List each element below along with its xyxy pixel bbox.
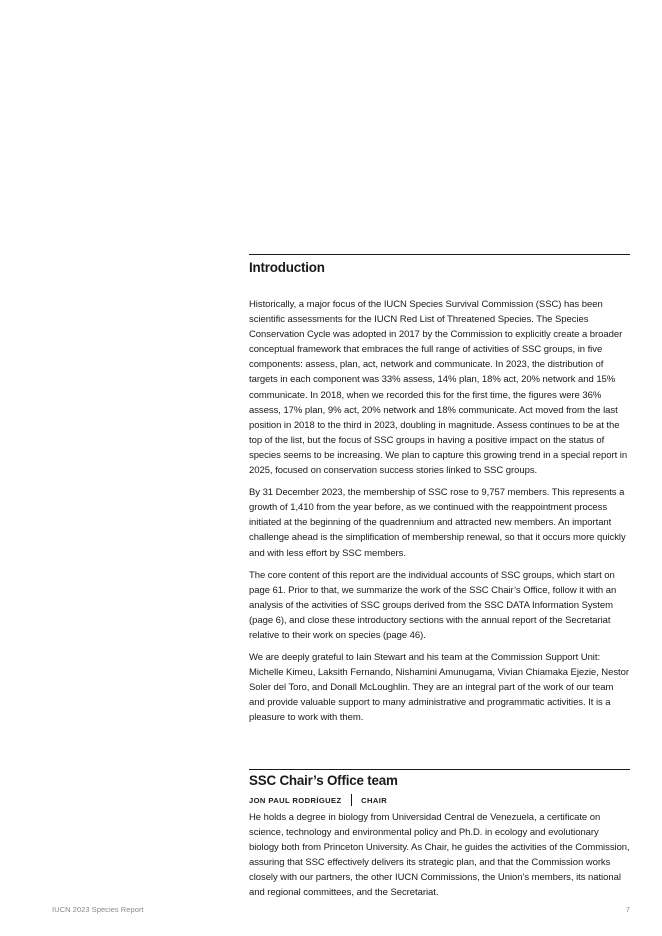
- person-name: JON PAUL RODRÍGUEZ: [249, 795, 342, 805]
- byline: [249, 793, 630, 807]
- chair-bio-paragraph: He holds a degree in biology from Universidad Central de Venezuela, a certificate on science, technology and environmental policy and Ph.D. in ecology and evolutionary biology both from Princeton University. As Chair, he guides the activities of the Commission, assuring that SSC effectively delivers its strategic plan, and that the Commission works closely with our partners, the other IUCN Commissions, the Union’s members, its national and regional committees, and the Secretariat.: [249, 812, 630, 899]
- chair-office-section: [249, 769, 630, 908]
- introduction-paragraph: Historically, a major focus of the IUCN Species Survival Commission (SSC) has been scientific assessments for the IUCN Red List of Threatened Species. The Species Conservation Cycle was adopted in 2017 by the Commission to explicitly create a broader conceptual framework that embraces the full range of activities of SSC groups, in five components: assess, plan, act, network and communicate. In 2023, the distribution of targets in each component was 33% assess, 14% plan, 18% act, 20% network and 15% communicate. In 2018, when we recorded this for the first time, the figures were 36% assess, 17% plan, 9% act, 20% network and 18% communicate. Act moved from the last position in 2018 to the third in 2023, doubling in magnitude. Assess continues to be at the top of the list, but the focus of SSC groups in having a positive impact on the status of species seems to be increasing. We plan to capture this growing trend in a special report in 2025, focused on conservation success stories linked to SSC groups.: [249, 299, 628, 477]
- byline-separator: [351, 794, 353, 806]
- introduction-heading: Introduction: [249, 260, 325, 275]
- footer-report-name: IUCN 2023 Species Report: [52, 905, 144, 914]
- person-role: CHAIR: [361, 795, 388, 805]
- section-divider: [249, 254, 630, 255]
- chair-office-heading: SSC Chair’s Office team: [249, 773, 398, 788]
- introduction-section: [249, 254, 630, 733]
- introduction-paragraph: We are deeply grateful to Iain Stewart and his team at the Commission Support Unit: Michelle Kimeu, Laksith Fernando, Nishamini Amunugama, Vivian Chiamaka Ejezie, Nestor Soler del Toro, and Donall McLoughlin. They are an integral part of the work of our team and provide valuable support to many administrative and programmatic activities. It is a pleasure to work with them.: [249, 652, 629, 724]
- introduction-paragraph: The core content of this report are the individual accounts of SSC groups, which start on page 61. Prior to that, we summarize the work of the SSC Chair’s Office, follow it with an analysis of the activities of SSC groups derived from the SSC DATA Information System (page 6), and close these introductory sections with the annual report of the Secretariat relative to their work on species (page 46).: [249, 569, 617, 641]
- footer-page-number: 7: [625, 905, 630, 914]
- introduction-paragraph: By 31 December 2023, the membership of SSC rose to 9,757 members. This represents a growth of 1,410 from the year before, as we continued with the reappointment process initiated at the beginning of the quadrennium and attracted new members. An important challenge ahead is the simplification of membership renewal, so that it occurs more quickly and with less effort by SSC members.: [249, 487, 626, 559]
- section-divider: [249, 769, 630, 770]
